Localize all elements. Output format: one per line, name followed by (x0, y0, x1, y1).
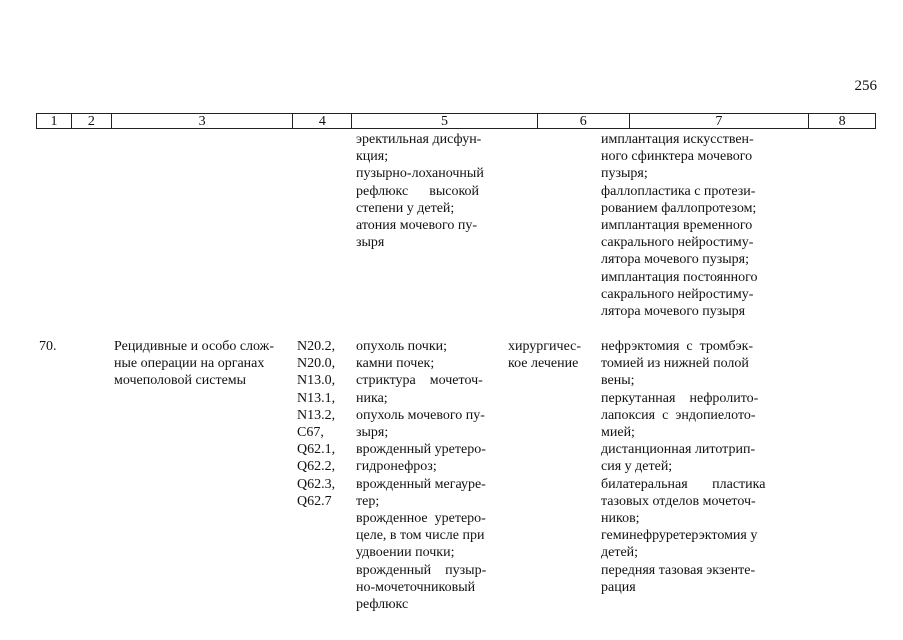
header-col-5: 5 (352, 114, 538, 128)
text-line: лятора мочевого пузыря; (601, 252, 749, 268)
text-line: опухоль почки; (356, 339, 447, 354)
text-line: передняя тазовая экзенте- (601, 562, 756, 578)
text-line: стриктура мочеточ- (356, 373, 483, 389)
text-line: томией из нижней полой (601, 356, 749, 372)
text-line: удвоении почки; (356, 545, 455, 561)
text-line: опухоль мочевого пу- (356, 407, 485, 423)
text-line: камни почек; (356, 356, 435, 372)
text-line: зыря (356, 235, 385, 251)
icd-code: Q62.2, (297, 459, 336, 475)
text-line: сия у детей; (601, 459, 673, 475)
icd-code: Q62.1, (297, 442, 336, 458)
text-line: ного сфинктера мочевого (601, 149, 753, 165)
text-line: целе, в том числе при (356, 528, 485, 544)
text-line: кция; (356, 149, 389, 165)
icd-code: Q62.3, (297, 476, 336, 492)
text-line: мочеполовой системы (114, 373, 247, 389)
text-line: врожденный уретеро- (356, 442, 486, 458)
icd-code: Q62.7 (297, 493, 332, 509)
page-number: 256 (854, 78, 877, 94)
text-line: мией; (601, 425, 635, 441)
header-col-8: 8 (838, 114, 846, 129)
row-number: 70. (39, 339, 57, 354)
text-line: сакрального нейростиму- (601, 286, 754, 302)
text-line: билатеральная пластика (601, 476, 766, 492)
icd-code: N13.0, (297, 373, 336, 389)
text-line: имплантация постоянного (601, 269, 758, 285)
text-line: рация (601, 579, 636, 595)
text-line: перкутанная нефролито- (601, 390, 759, 406)
text-line: нефрэктомия с тромбэк- (601, 339, 754, 354)
text-line: гидронефроз; (356, 459, 437, 475)
text-line: зыря; (356, 425, 389, 441)
text-line: вены; (601, 373, 635, 389)
text-line: дистанционная литотрип- (601, 442, 756, 458)
table-header-row (36, 113, 876, 129)
text-line: рефлюкс (356, 597, 409, 613)
text-line: детей; (601, 545, 639, 561)
text-line: врожденный мегауре- (356, 476, 486, 492)
text-line: рефлюкс высокой (356, 183, 480, 199)
header-col-3: 3 (112, 114, 294, 128)
text-line: тер; (356, 493, 380, 509)
row-70-diagnoses (356, 338, 498, 613)
continued-row-treatment-methods (601, 131, 773, 320)
icd-code: N20.2, (297, 339, 336, 354)
text-line: фаллопластика с протези- (601, 183, 756, 199)
row-70-treatment-type (508, 338, 596, 372)
header-col-7: 7 (630, 114, 810, 128)
icd-code: N20.0, (297, 356, 336, 372)
text-line: тазовых отделов мочеточ- (601, 493, 756, 509)
text-line: ников; (601, 511, 640, 527)
text-line: ные операции на органах (114, 356, 265, 372)
text-line: врожденное уретеро- (356, 511, 486, 527)
row-70-treatment-methods (601, 338, 773, 596)
text-line: атония мочевого пу- (356, 218, 478, 234)
text-line: Рецидивные и особо слож- (114, 339, 275, 354)
text-line: геминефруретерэктомия у (601, 528, 758, 544)
text-line: рованием фаллопротезом; (601, 200, 757, 216)
text-line: но-мочеточниковый (356, 579, 476, 595)
header-col-4: 4 (293, 114, 352, 128)
icd-code: C67, (297, 425, 324, 441)
continued-row-diagnoses (356, 131, 498, 251)
text-line: лятора мочевого пузыря (601, 304, 746, 320)
icd-code: N13.1, (297, 390, 336, 406)
text-line: эректильная дисфун- (356, 132, 482, 147)
text-line: сакрального нейростиму- (601, 235, 754, 251)
header-col-1: 1 (37, 114, 72, 128)
header-col-2: 2 (72, 114, 112, 128)
text-line: кое лечение (508, 356, 579, 372)
row-70-procedure-group (114, 338, 290, 390)
text-line: пузырно-лоханочный (356, 166, 484, 182)
text-line: ника; (356, 390, 388, 406)
icd-code: N13.2, (297, 407, 336, 423)
text-line: врожденный пузыр- (356, 562, 487, 578)
text-line: имплантация временного (601, 218, 753, 234)
text-line: степени у детей; (356, 200, 455, 216)
text-line: лапоксия с эндопиелото- (601, 407, 756, 423)
text-line: хирургичес- (508, 339, 582, 354)
text-line: имплантация искусствен- (601, 132, 754, 147)
row-70-icd-codes (297, 338, 347, 510)
header-col-6: 6 (538, 114, 630, 128)
text-line: пузыря; (601, 166, 648, 182)
